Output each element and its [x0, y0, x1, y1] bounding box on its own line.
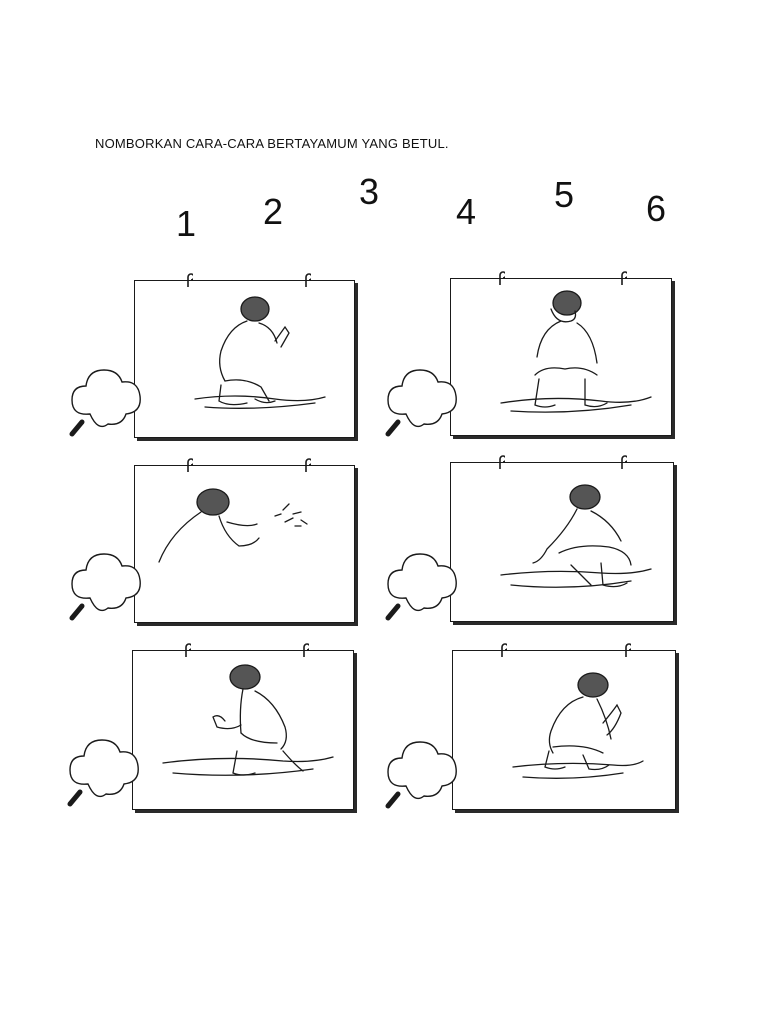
number-3: 3: [359, 171, 380, 212]
answer-cloud-icon[interactable]: [382, 362, 458, 442]
number-6: 6: [646, 188, 667, 229]
number-5: 5: [554, 174, 575, 215]
answer-cloud-icon[interactable]: [66, 546, 142, 626]
boy-touching-ground-illustration: [451, 463, 673, 621]
picture-card-6: [452, 650, 676, 810]
answer-cloud-icon[interactable]: [66, 362, 142, 442]
picture-card-5: [132, 650, 354, 810]
picture-card-4: [450, 462, 674, 622]
boy-raising-hands-illustration: [453, 651, 675, 809]
boy-blowing-dust-illustration: [135, 466, 354, 622]
number-1: 1: [176, 203, 197, 244]
answer-cloud-icon[interactable]: [382, 546, 458, 626]
boy-wiping-face-illustration: [451, 279, 671, 435]
number-2: 2: [263, 191, 284, 232]
picture-card-2: [450, 278, 672, 436]
answer-cloud-icon[interactable]: [382, 734, 458, 814]
answer-cloud-icon[interactable]: [64, 732, 140, 812]
number-4: 4: [456, 191, 477, 232]
boy-praying-illustration: [135, 281, 354, 437]
picture-card-1: [134, 280, 355, 438]
boy-wiping-arms-illustration: [133, 651, 353, 809]
picture-card-3: [134, 465, 355, 623]
instruction-text: NOMBORKAN CARA-CARA BERTAYAMUM YANG BETUL.: [95, 136, 449, 151]
